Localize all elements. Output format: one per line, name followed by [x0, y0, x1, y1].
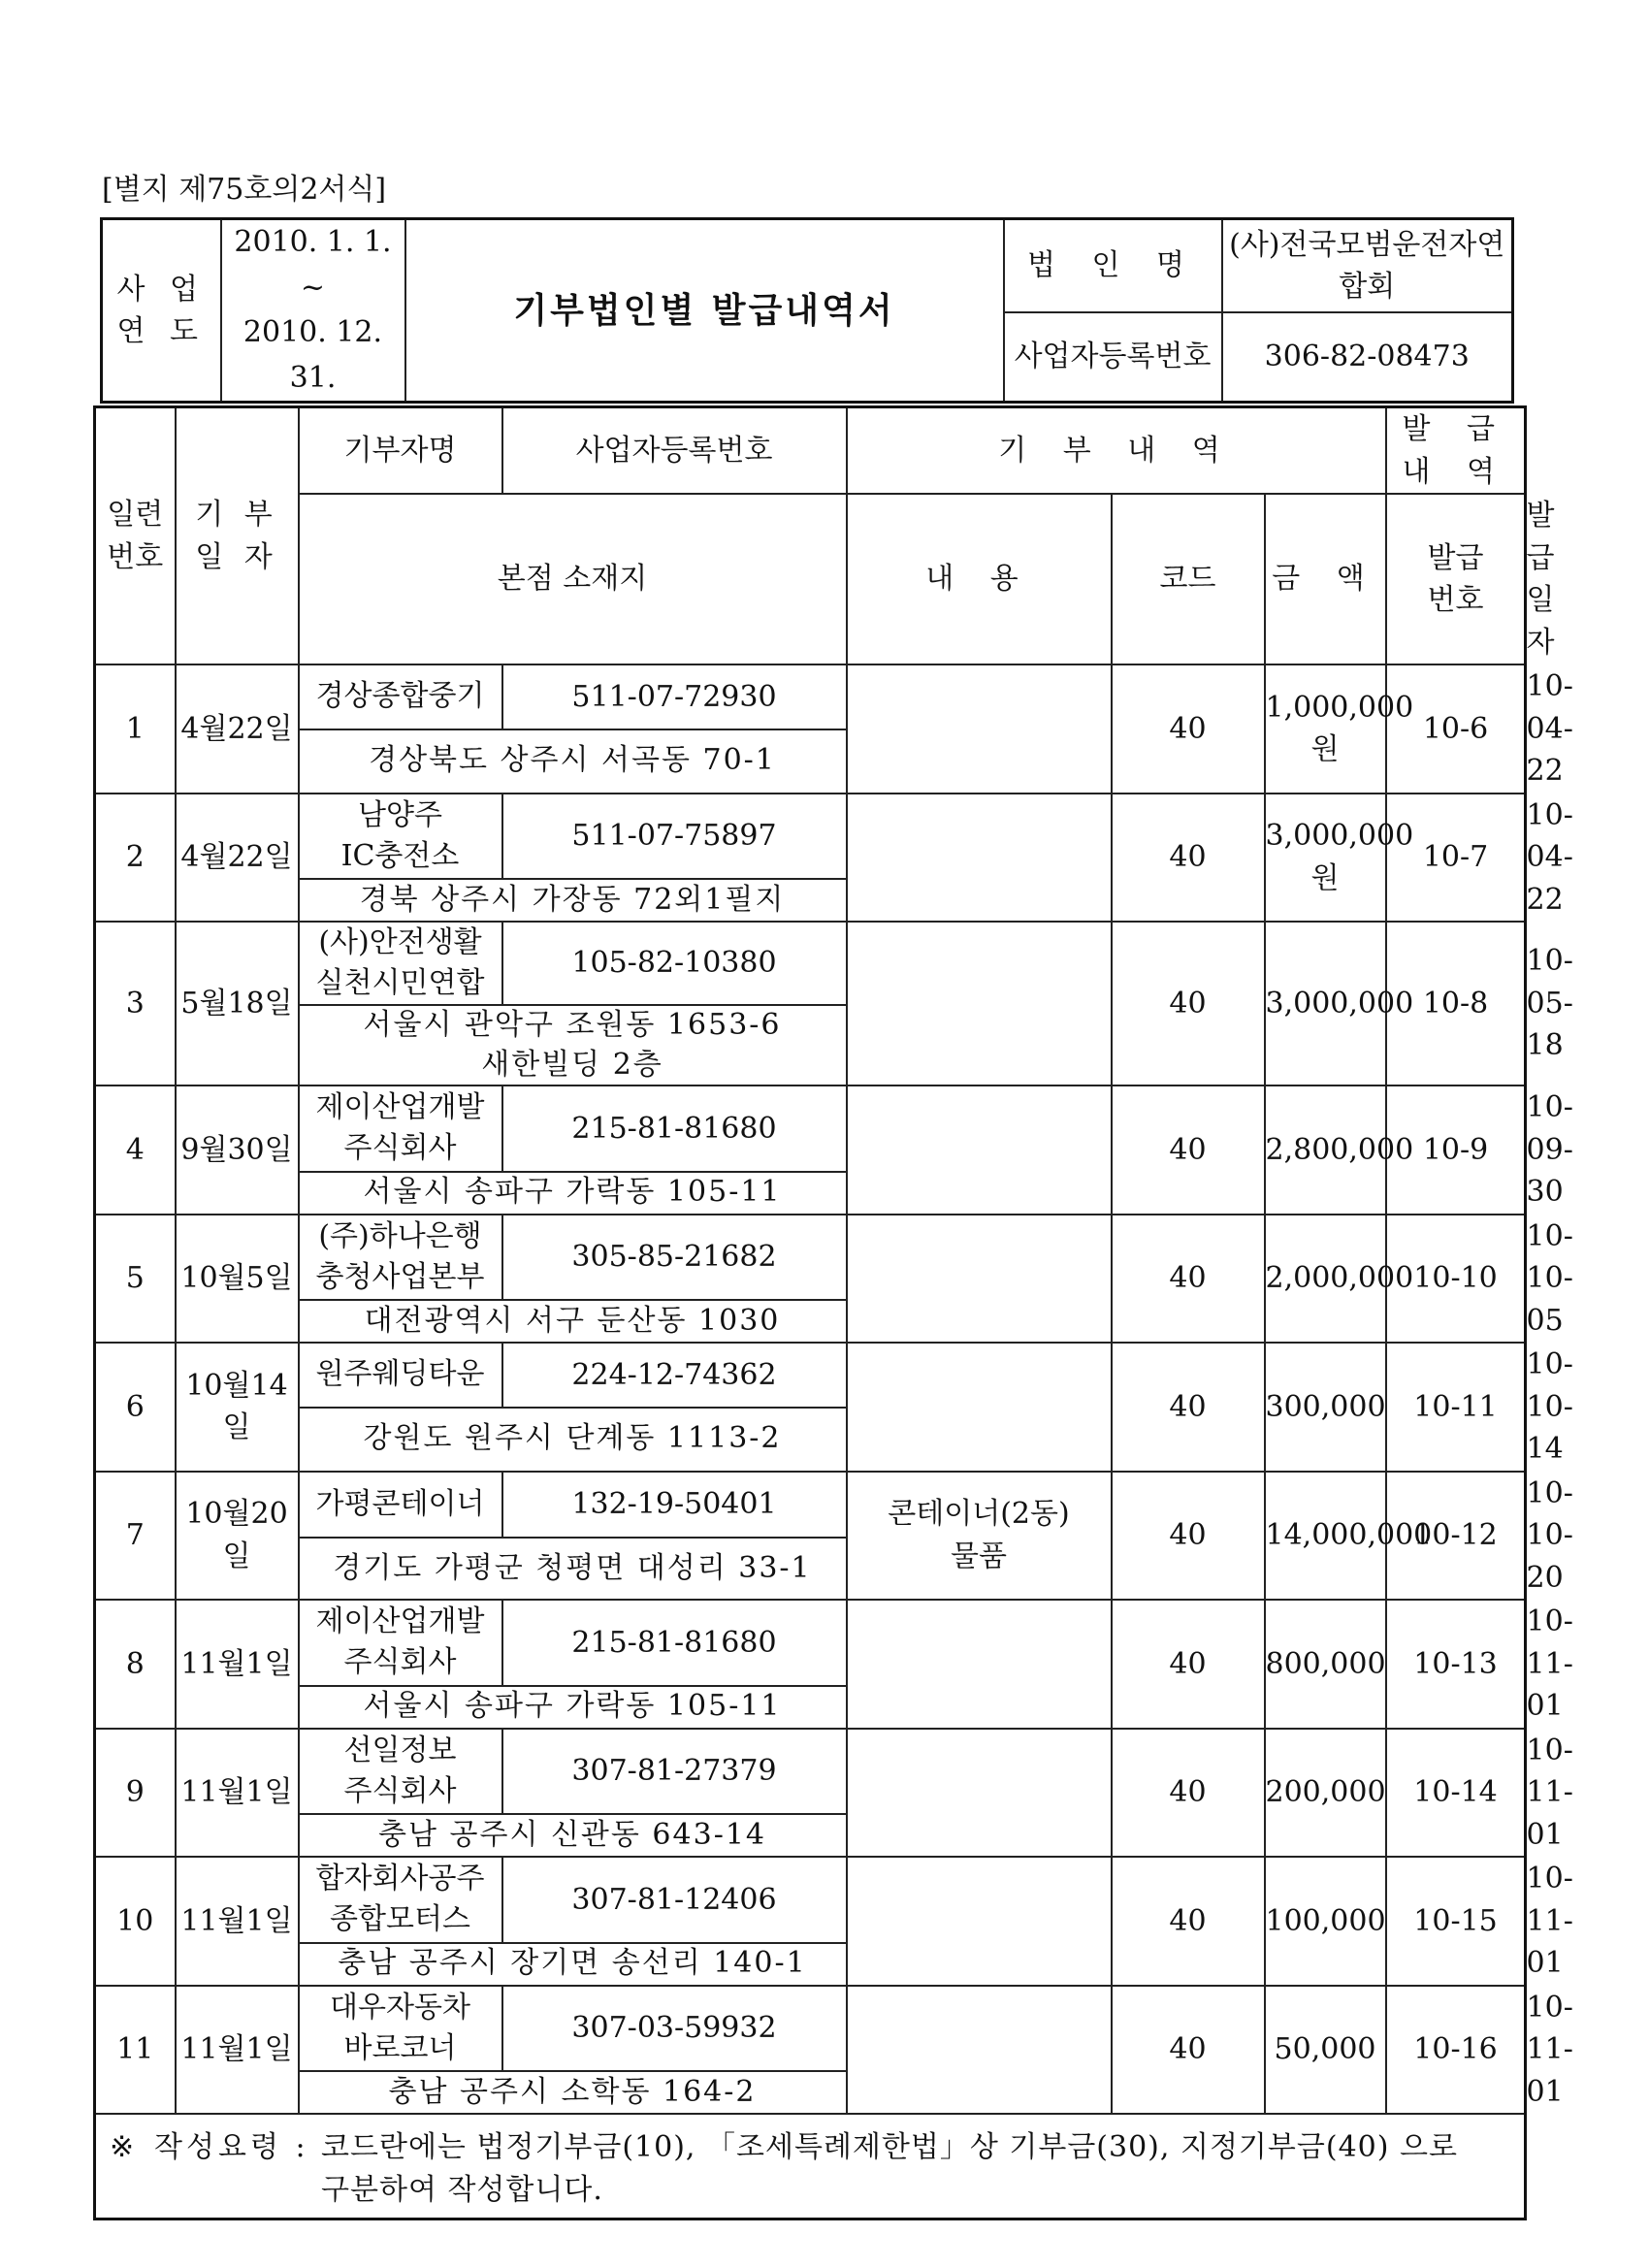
donor-name: 남양주 IC충전소: [299, 794, 502, 880]
corp-name-value: (사)전국모범운전자연합회: [1222, 219, 1513, 313]
col-code: 코드: [1112, 494, 1265, 664]
issue-no: 10-10: [1386, 1215, 1526, 1344]
note-line1: 코드란에는 법정기부금(10), 「조세특례제한법」상 기부금(30), 지정기부금(40) 으로: [321, 2130, 1458, 2164]
serial-no: 11: [95, 1986, 176, 2115]
serial-no: 7: [95, 1472, 176, 1601]
col-address: 본점 소재지: [299, 494, 847, 664]
donor-name: 제이산업개발 주식회사: [299, 1600, 502, 1686]
note-mark: ※: [110, 2130, 135, 2164]
donor-biz-no: 305-85-21682: [502, 1215, 847, 1301]
head-office-address: 경기도 가평군 청평면 대성리 33-1: [299, 1538, 847, 1600]
donor-biz-no: 307-81-27379: [502, 1729, 847, 1815]
donor-biz-no: 307-03-59932: [502, 1986, 847, 2072]
table-body: [95, 664, 1573, 2114]
donation-code: 40: [1112, 664, 1265, 794]
donation-code: 40: [1112, 1729, 1265, 1858]
donor-name: (사)안전생활 실천시민연합: [299, 922, 502, 1005]
donor-name: 가평콘테이너: [299, 1472, 502, 1538]
donation-date: 4월22일: [176, 794, 299, 923]
donation-amount: 3,000,000원: [1265, 794, 1386, 923]
donation-content: [847, 1085, 1112, 1215]
donor-name: 경상종합중기: [299, 664, 502, 729]
issue-no: 10-14: [1386, 1729, 1526, 1858]
head-office-address: 충남 공주시 신관동 643-14: [299, 1814, 847, 1857]
donation-amount: 50,000: [1265, 1986, 1386, 2115]
donation-date: 9월30일: [176, 1085, 299, 1215]
donation-code: 40: [1112, 1472, 1265, 1601]
donation-content: [847, 664, 1112, 794]
donation-date: 11월1일: [176, 1857, 299, 1986]
donation-content: 콘테이너(2동) 물품: [847, 1472, 1112, 1601]
donation-date: 11월1일: [176, 1986, 299, 2115]
serial-no: 9: [95, 1729, 176, 1858]
table-row: 4 9월30일 제이산업개발 주식회사 215-81-81680 40 2,800,000 10-9 10-09-30: [95, 1085, 1526, 1172]
donation-date: 11월1일: [176, 1600, 299, 1729]
note-cell: [95, 2114, 1526, 2219]
donation-amount: 100,000: [1265, 1857, 1386, 1986]
donation-date: 10월5일: [176, 1215, 299, 1344]
donor-name: 선일정보 주식회사: [299, 1729, 502, 1815]
period-separator: ~: [300, 270, 326, 305]
donation-amount: 1,000,000원: [1265, 664, 1386, 794]
donation-content: [847, 1215, 1112, 1344]
head-office-address: 경상북도 상주시 서곡동 70-1: [299, 729, 847, 794]
serial-no: 3: [95, 922, 176, 1085]
col-issue-details: 발 급 내 역: [1386, 407, 1526, 495]
head-office-address: 경북 상주시 가장동 72외1필지: [299, 879, 847, 922]
business-year-label: 사 업 연 도: [102, 219, 221, 403]
issue-no: 10-7: [1386, 794, 1526, 923]
issue-no: 10-15: [1386, 1857, 1526, 1986]
donor-name: 대우자동차 바로코너: [299, 1986, 502, 2072]
donation-content: [847, 922, 1112, 1085]
donation-content: [847, 1600, 1112, 1729]
col-serial-no: 일련 번호: [95, 407, 176, 665]
col-donor-name: 기부자명: [299, 407, 502, 495]
donation-date: 11월1일: [176, 1729, 299, 1858]
issue-no: 10-11: [1386, 1343, 1526, 1472]
head-office-address: 서울시 송파구 가락동 105-11: [299, 1172, 847, 1215]
note-label: 작성요령 :: [154, 2130, 309, 2164]
biz-no-value: 306-82-08473: [1222, 312, 1513, 402]
donation-amount: 14,000,000: [1265, 1472, 1386, 1601]
note-line2: 구분하여 작성합니다.: [321, 2173, 603, 2207]
form-number-label: [별지 제75호의2서식]: [102, 173, 387, 207]
serial-no: 1: [95, 664, 176, 794]
donor-biz-no: 215-81-81680: [502, 1600, 847, 1686]
table-row: 2 4월22일 남양주 IC충전소 511-07-75897 40 3,000,000원 10-7 10-04-22: [95, 794, 1526, 880]
table-row: 10 11월1일 합자회사공주 종합모터스 307-81-12406 40 100,000 10-15 10-11-01: [95, 1857, 1526, 1943]
issue-no: 10-12: [1386, 1472, 1526, 1601]
donation-content: [847, 1986, 1112, 2115]
head-office-address: 충남 공주시 장기면 송선리 140-1: [299, 1943, 847, 1986]
donation-amount: 200,000: [1265, 1729, 1386, 1858]
serial-no: 5: [95, 1215, 176, 1344]
issue-no: 10-8: [1386, 922, 1526, 1085]
donor-biz-no: 105-82-10380: [502, 922, 847, 1005]
col-amount: 금 액: [1265, 494, 1386, 664]
donor-biz-no: 511-07-75897: [502, 794, 847, 880]
table-row: 11 11월1일 대우자동차 바로코너 307-03-59932 40 50,000 10-16 10-11-01: [95, 1986, 1526, 2072]
donation-content: [847, 1343, 1112, 1472]
issue-no: 10-13: [1386, 1600, 1526, 1729]
issue-no: 10-9: [1386, 1085, 1526, 1215]
donor-biz-no: 224-12-74362: [502, 1343, 847, 1408]
donor-name: 원주웨딩타운: [299, 1343, 502, 1408]
donation-code: 40: [1112, 922, 1265, 1085]
donation-amount: 300,000: [1265, 1343, 1386, 1472]
donation-code: 40: [1112, 1343, 1265, 1472]
donation-code: 40: [1112, 1857, 1265, 1986]
table-row: 8 11월1일 제이산업개발 주식회사 215-81-81680 40 800,000 10-13 10-11-01: [95, 1600, 1526, 1686]
serial-no: 8: [95, 1600, 176, 1729]
donation-content: [847, 1729, 1112, 1858]
table-row: 9 11월1일 선일정보 주식회사 307-81-27379 40 200,000 10-14 10-11-01: [95, 1729, 1526, 1815]
period-start: 2010. 1. 1.: [234, 225, 392, 259]
col-issue-no: 발급 번호: [1386, 494, 1526, 664]
serial-no: 6: [95, 1343, 176, 1472]
donation-amount: 2,800,000: [1265, 1085, 1386, 1215]
donation-amount: 800,000: [1265, 1600, 1386, 1729]
donor-name: 제이산업개발 주식회사: [299, 1085, 502, 1172]
donation-amount: 3,000,000: [1265, 922, 1386, 1085]
donation-date: 10월20일: [176, 1472, 299, 1601]
table-row: 6 10월14일 원주웨딩타운 224-12-74362 40 300,000 10-11 10-10-14: [95, 1343, 1526, 1408]
serial-no: 10: [95, 1857, 176, 1986]
col-donation-details: 기 부 내 역: [847, 407, 1386, 495]
donation-issue-table: 일련 번호 기 부 일 자 기부자명 사업자등록번호 기 부 내 역 발 급 내 역 본점 소재지 내 용 코드 금 액 발급 번호 발급 일자 1 4월22일 경상종합중기 511-07-72930 40 1,000,000원 10-6 10-04-22 경상북도 상주시 서곡동 70-1 2 4월22일 남양주 IC충전소 511-07-75897 40 3,000,000원 10-7 10-04-22 경북 상주시 가장동 72외1필지 3 5월18일 (사)안전생활 실천시민연합 105-82-10380 40 3,000,000 10-8 10-05-18 서울시 관악구 조원동 1653-6 새한빌딩 2층 4 9월30일 제이산업개발 주식회사 215-81-81680 40 2,800,000 10-9 10-09-30 서울시 송파구 가락동 105-11 5 10월5일 (주)하나은행 충청사업본부 305-85-21682 40 2,000,000 10-10 10-10-05 대전광역시 서구 둔산동 1030 6 10월14일 원주웨딩타운 224-12-74362 40 300,000 10-11 10-10-14 강원도 원주시 단계동 1113-2 7 10월20일 가평콘테이너 132-19-50401 콘테이너(2동) 물품 40 14,000,000 10-12 10-10-20 경기도 가평군 청평면 대성리 33-1 8 11월1일 제이산업개발 주식회사 215-81-81680 40 800,000 10-13 10-11-01 서울시 송파구 가락동 105-11 9 11월1일 선일정보 주식회사 307-81-27379 40 200,000 10-14 10-11-01 충남 공주시 신관동 643-14 10 11월1일 합자회사공주 종합모터스 307-81-12406 40 100,000 10-15 10-11-01 충남 공주시 장기면 송선리 140-1 11 11월1일 대우자동차 바로코너 307-03-59932 40 50,000 10-16 10-11-01 충남 공주시 소학동 164-2 ※ 작성요령 : 코드란에는 법정기부금(10), 「조세특례제한법」상 기부금(30), 지정기부금(40) 으로 구분하여 작성합니다.: [93, 405, 1527, 2220]
col-biz-no: 사업자등록번호: [502, 407, 847, 495]
period-end: 2010. 12. 31.: [242, 315, 383, 395]
head-office-address: 대전광역시 서구 둔산동 1030: [299, 1300, 847, 1343]
donor-biz-no: 307-81-12406: [502, 1857, 847, 1943]
donation-code: 40: [1112, 1986, 1265, 2115]
header-table: [100, 217, 1514, 404]
head-office-address: 충남 공주시 소학동 164-2: [299, 2071, 847, 2114]
biz-no-label: 사업자등록번호: [1004, 312, 1222, 402]
table-row: 3 5월18일 (사)안전생활 실천시민연합 105-82-10380 40 3,000,000 10-8 10-05-18: [95, 922, 1526, 1005]
head-office-address: 서울시 관악구 조원동 1653-6 새한빌딩 2층: [299, 1005, 847, 1085]
col-content: 내 용: [847, 494, 1112, 664]
head-office-address: 서울시 송파구 가락동 105-11: [299, 1686, 847, 1729]
issue-no: 10-16: [1386, 1986, 1526, 2115]
donation-code: 40: [1112, 794, 1265, 923]
business-year-period: [221, 219, 405, 403]
col-donation-date: 기 부 일 자: [176, 407, 299, 665]
table-row: 7 10월20일 가평콘테이너 132-19-50401 콘테이너(2동) 물품 40 14,000,000 10-12 10-10-20: [95, 1472, 1526, 1538]
donation-code: 40: [1112, 1600, 1265, 1729]
document-title: 기부법인별 발급내역서: [405, 219, 1004, 403]
table-row: 5 10월5일 (주)하나은행 충청사업본부 305-85-21682 40 2,000,000 10-10 10-10-05: [95, 1215, 1526, 1301]
donation-code: 40: [1112, 1215, 1265, 1344]
donation-amount: 2,000,000: [1265, 1215, 1386, 1344]
donor-name: 합자회사공주 종합모터스: [299, 1857, 502, 1943]
issue-no: 10-6: [1386, 664, 1526, 794]
table-row: 1 4월22일 경상종합중기 511-07-72930 40 1,000,000원 10-6 10-04-22: [95, 664, 1526, 729]
donation-date: 4월22일: [176, 664, 299, 794]
donation-content: [847, 1857, 1112, 1986]
donor-biz-no: 132-19-50401: [502, 1472, 847, 1538]
donor-name: (주)하나은행 충청사업본부: [299, 1215, 502, 1301]
head-office-address: 강원도 원주시 단계동 1113-2: [299, 1408, 847, 1472]
donor-biz-no: 215-81-81680: [502, 1085, 847, 1172]
donation-code: 40: [1112, 1085, 1265, 1215]
donation-content: [847, 794, 1112, 923]
serial-no: 4: [95, 1085, 176, 1215]
donation-date: 5월18일: [176, 922, 299, 1085]
serial-no: 2: [95, 794, 176, 923]
donor-biz-no: 511-07-72930: [502, 664, 847, 729]
donation-date: 10월14일: [176, 1343, 299, 1472]
corp-name-label: 법 인 명: [1004, 219, 1222, 313]
